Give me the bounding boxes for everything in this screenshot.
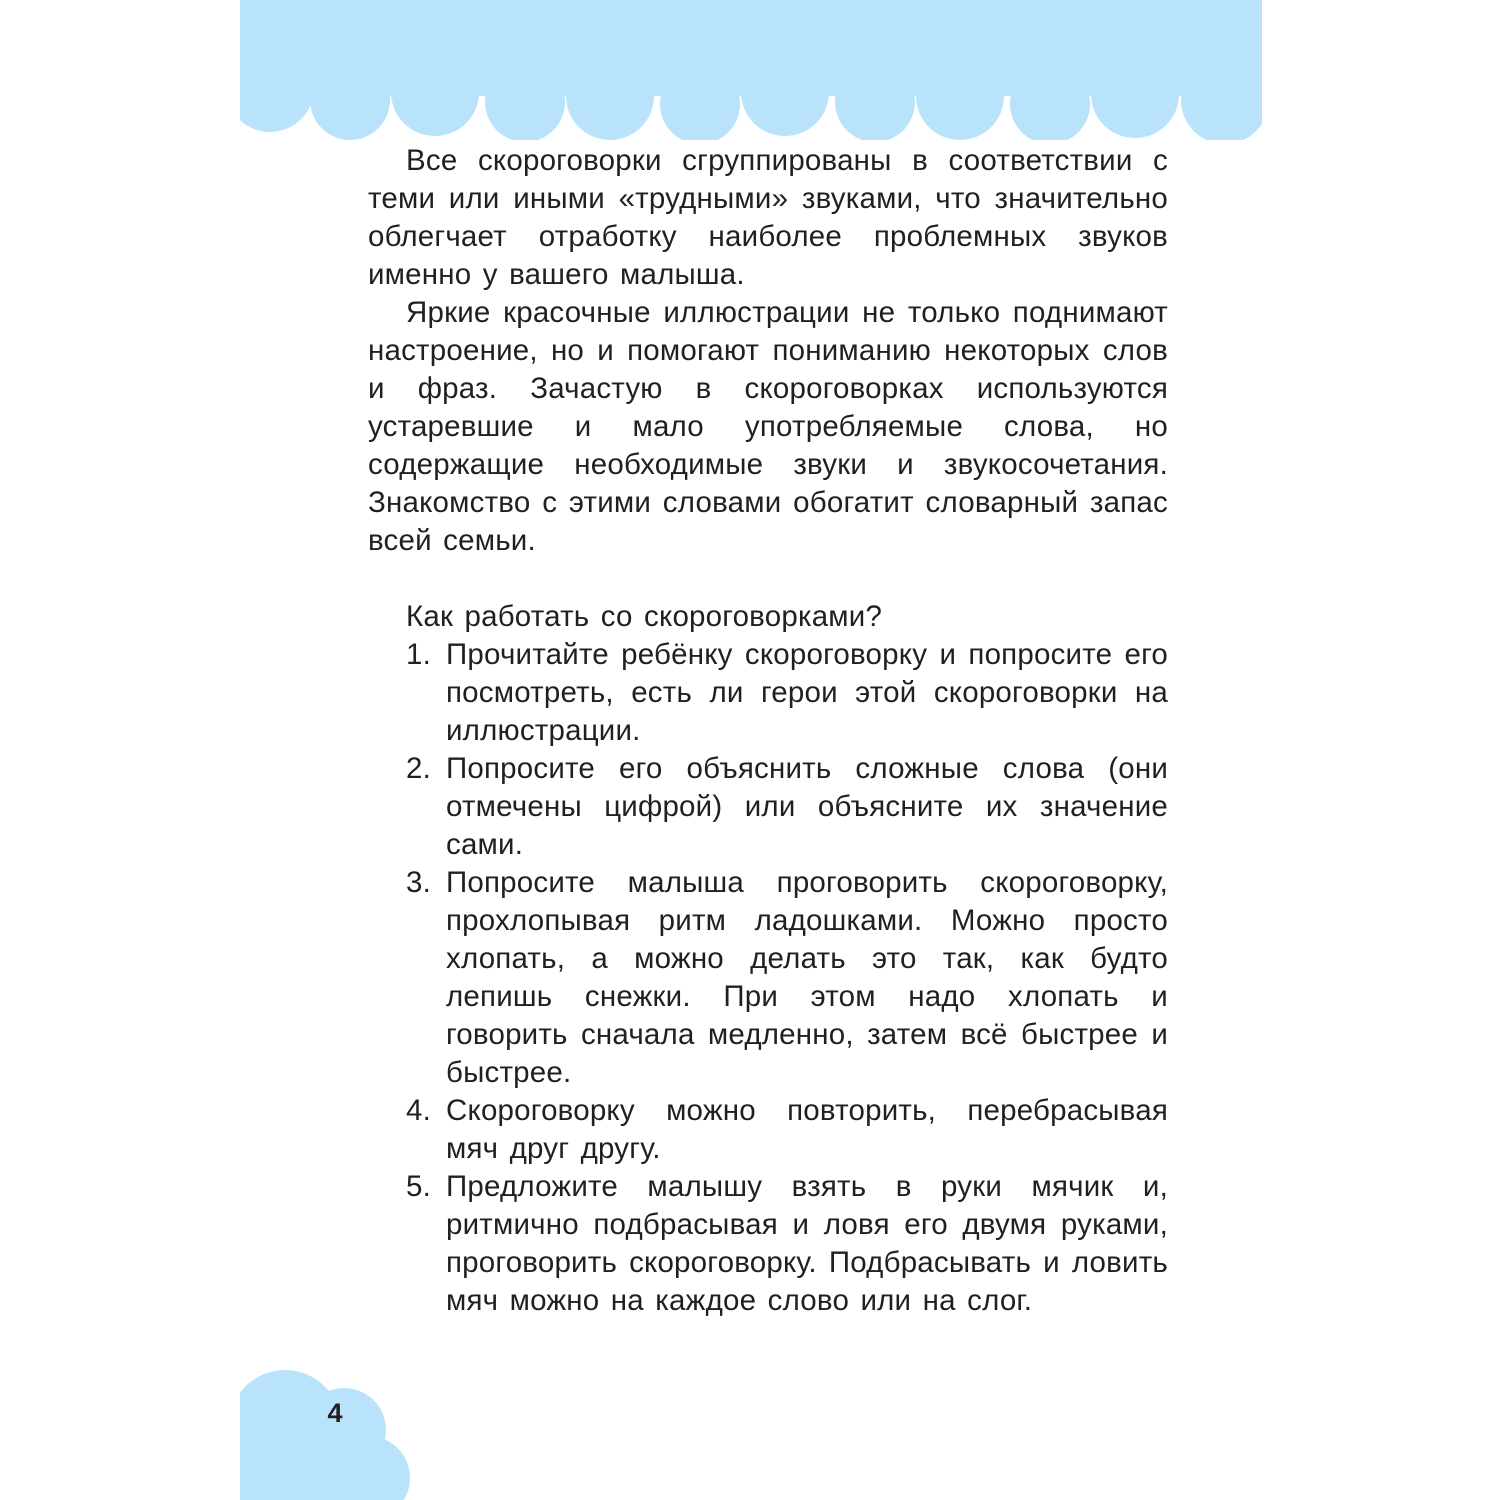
howto-steps-list xyxy=(368,636,1168,1320)
step-number: 4. xyxy=(406,1094,432,1127)
list-item xyxy=(406,1168,1168,1320)
book-page xyxy=(240,0,1262,1500)
step-text: Прочитайте ребёнку скороговорку и попросите его посмотреть, есть ли герои этой скороговорки на иллюстрации. xyxy=(446,638,1168,747)
page-number: 4 xyxy=(327,1398,343,1428)
howto-heading: Как работать со скороговорками? xyxy=(406,600,883,633)
step-number: 1. xyxy=(406,638,432,671)
step-number: 5. xyxy=(406,1170,432,1203)
intro-paragraph-1: Все скороговорки сгруппированы в соответствии с теми или иными «трудными» звуками, что значительно облегчает отработку наиболее проблемных звуков именно у вашего малыша. xyxy=(368,144,1168,291)
list-item xyxy=(406,864,1168,1092)
step-text: Скороговорку можно повторить, перебрасывая мяч друг другу. xyxy=(446,1094,1168,1165)
page-content xyxy=(368,142,1168,1320)
step-text: Попросите его объяснить сложные слова (они отмечены цифрой) или объясните их значение сами. xyxy=(446,752,1168,861)
list-item xyxy=(406,1092,1168,1168)
top-cloud-decoration xyxy=(240,0,1262,140)
step-number: 2. xyxy=(406,752,432,785)
step-text: Предложите малышу взять в руки мячик и, ритмично подбрасывая и ловя его двумя руками, проговорить скороговорку. Подбрасывать и ловить мяч можно на каждое слово или на слог. xyxy=(446,1170,1168,1317)
step-number: 3. xyxy=(406,866,432,899)
section-gap xyxy=(368,560,1168,598)
step-text: Попросите малыша проговорить скороговорку, прохлопывая ритм ладошками. Можно просто хлопать, а можно делать это так, как будто лепишь снежки. При этом надо хлопать и говорить сначала медленно, затем всё быстрее и быстрее. xyxy=(446,866,1168,1089)
list-item xyxy=(406,750,1168,864)
bottom-cloud-decoration xyxy=(240,1360,410,1500)
list-item xyxy=(406,636,1168,750)
intro-paragraph-2: Яркие красочные иллюстрации не только поднимают настроение, но и помогают пониманию некоторых слов и фраз. Зачастую в скороговорках используются устаревшие и мало употребляемые слова, но содержащие необходимые звуки и звукосочетания. Знакомство с этими словами обогатит словарный запас всей семьи. xyxy=(368,296,1168,557)
